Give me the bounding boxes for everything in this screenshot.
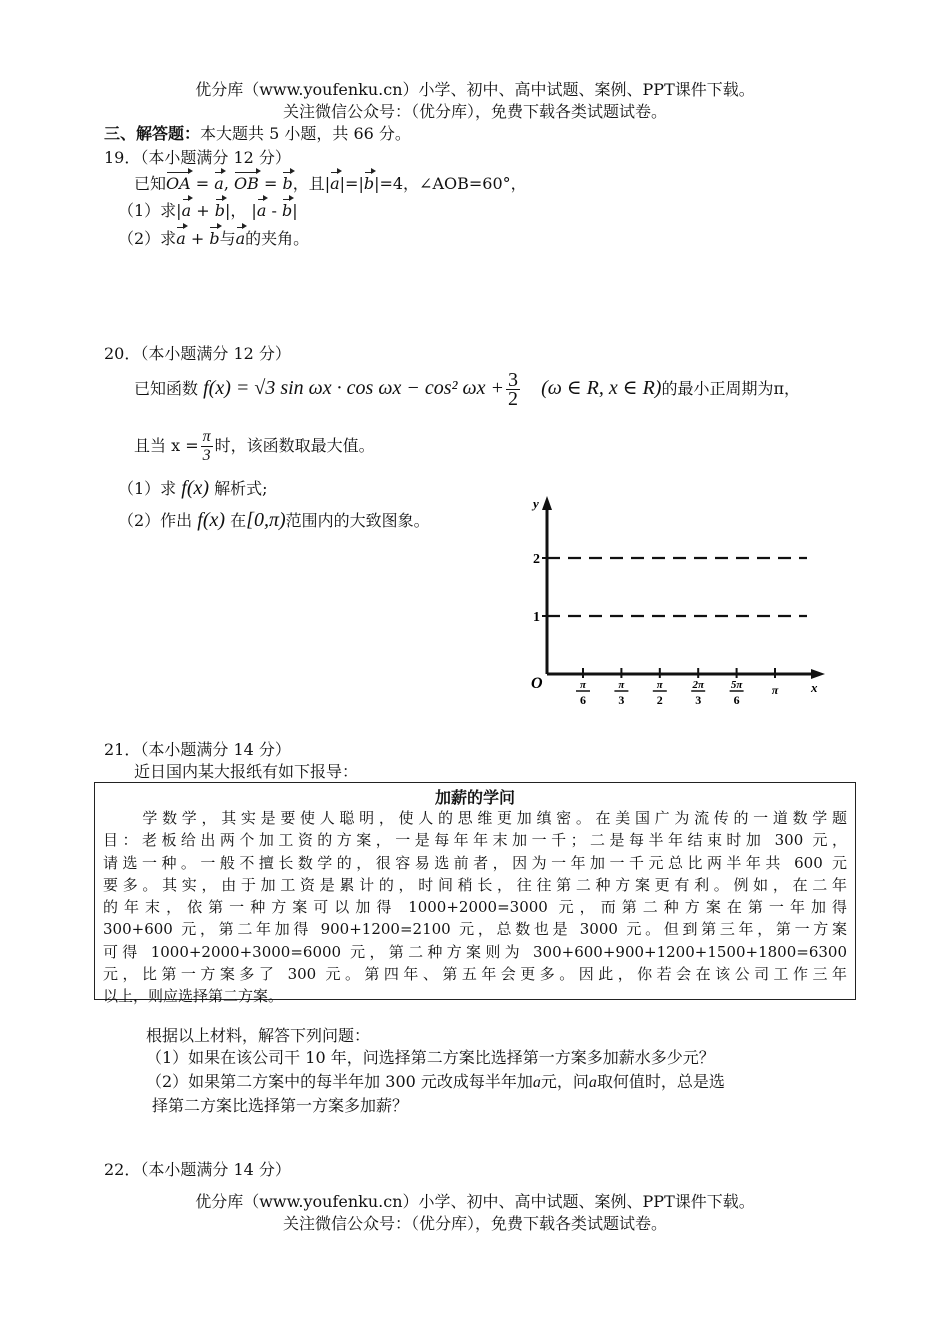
- q22-number: 22．（本小题满分 14 分）: [104, 1160, 291, 1179]
- vector-a-4: a: [256, 201, 267, 220]
- q20-given: [134, 366, 800, 410]
- news-excerpt-title: 加薪的学问: [434, 788, 515, 807]
- q20-frac-num: 3: [507, 369, 518, 391]
- section-desc: 本大题共 5 小题，共 66 分。: [200, 124, 411, 143]
- vector-oa: OA: [166, 174, 191, 193]
- graph-layer: [531, 496, 825, 707]
- q19-given-suffix: ，且|: [292, 174, 331, 193]
- footer-line-1: 优分库（www.youfenku.cn）小学、初中、高中试题、案例、PPT课件下载。: [195, 1192, 755, 1211]
- q21-var-a-2: a: [588, 1074, 597, 1091]
- y-axis-arrow: [542, 496, 552, 510]
- q20-graph: [525, 488, 835, 708]
- q21-part-2-cont: 择第二方案比选择第一方案多加薪？: [152, 1096, 409, 1115]
- section-heading: [104, 124, 411, 144]
- q21-var-a: a: [532, 1074, 541, 1091]
- vector-a-3: a: [181, 201, 192, 220]
- q21-intro: 近日国内某大报纸有如下报导：: [134, 762, 359, 781]
- news-line: 请选一种。一般不擅长数学的，很容易选前者，因为一年加一千元总比两半年共 600 元: [103, 853, 847, 872]
- news-line: 可得 1000+2000+3000=6000 元，第二种方案则为 300+600+900+1200+1500+1800=6300: [103, 942, 847, 961]
- q19-number: 19．（本小题满分 12 分）: [104, 148, 291, 167]
- q20-part1-fx: f(x): [181, 477, 210, 499]
- q19-part1-mid: |， |: [224, 201, 257, 220]
- origin-label: O: [531, 675, 543, 692]
- q20-fraction: [506, 371, 520, 408]
- x-tick-numerator: π: [656, 679, 663, 691]
- q20-part2-suffix: 范围内的大致图象。: [285, 511, 430, 530]
- vector-a-6: a: [235, 229, 246, 248]
- q19-part-2: （2）求a + b与a的夹角。: [118, 229, 310, 248]
- q20-when-num: π: [202, 428, 211, 445]
- q20-when-den: 3: [202, 447, 211, 464]
- y-tick-label: 1: [533, 610, 540, 625]
- q20-part1-suffix: 解析式;: [214, 479, 268, 498]
- q21-prompt: 根据以上材料，解答下列问题：: [146, 1026, 371, 1045]
- q20-formula: f(x) = √3 sin ωx · cos ωx − cos² ωx +: [203, 377, 504, 399]
- header-line-2: 关注微信公众号：（优分库），免费下载各类试题试卷。: [282, 102, 667, 121]
- news-excerpt-body: [103, 807, 847, 1008]
- q20-part2-in: 在: [230, 511, 247, 530]
- q21-part2-a: （2）如果第二方案中的每半年加 300 元改成每半年加: [146, 1072, 533, 1091]
- q21-part-2: [146, 1072, 725, 1093]
- q19-part1-prefix: （1）求|: [118, 201, 182, 220]
- q19-given-mid: |=|: [339, 174, 364, 193]
- vector-b-3: b: [214, 201, 225, 220]
- q20-when-suffix: 时，该函数取最大值。: [214, 436, 375, 455]
- q20-number: 20．（本小题满分 12 分）: [104, 344, 291, 363]
- q20-when-fraction: [201, 428, 213, 465]
- vector-ob: OB: [233, 174, 259, 193]
- q20-given-prefix: 已知函数: [134, 379, 199, 398]
- news-line: 的年末，依第一种方案可以加得 1000+2000=3000 元，而第二种方案在第一年加得: [103, 898, 847, 917]
- x-tick-denominator: 2: [656, 693, 663, 707]
- q20-when-prefix: 且当 x =: [134, 436, 199, 455]
- vector-a-5: a: [176, 229, 186, 248]
- q20-frac-den: 2: [507, 388, 518, 410]
- q19-part2-mid: 与: [219, 229, 236, 248]
- x-tick-numerator: π: [579, 679, 587, 691]
- x-tick-numerator: π: [618, 679, 625, 691]
- section-label: 三、解答题：: [104, 124, 201, 143]
- news-line: 要多。其实，由于加工资是累计的，时间稍长，往往第二种方案更有利。例如，在二年: [103, 875, 847, 894]
- vector-b-4: b: [281, 201, 293, 220]
- x-tick-denominator: 3: [618, 693, 625, 707]
- q21-part2-b: 元，问: [540, 1072, 589, 1091]
- news-excerpt-box: [94, 782, 856, 1006]
- q19-given-prefix: 已知: [134, 174, 167, 193]
- vector-b-5: b: [209, 229, 220, 248]
- footer-line-2: 关注微信公众号：（优分库），免费下载各类试题试卷。: [282, 1214, 667, 1233]
- x-axis-arrow: [811, 669, 825, 679]
- q20-condition: [134, 424, 375, 468]
- y-axis-label: y: [533, 496, 539, 511]
- q19-given-end: |=4，∠AOB=60°，: [374, 174, 527, 193]
- vector-a: a: [214, 174, 224, 193]
- news-line: 元，比第一方案多了 300 元。第四年、第五年会更多。因此，你若会在该公司工作三年: [103, 965, 847, 984]
- q20-part1-prefix: （1）求: [118, 479, 177, 498]
- header-line-1: 优分库（www.youfenku.cn）小学、初中、高中试题、案例、PPT课件下载。: [195, 80, 755, 99]
- q20-period: 的最小正周期为π，: [661, 379, 800, 398]
- y-tick-label: 2: [533, 552, 540, 567]
- q19-part-1: （1）求|a + b|， |a - b|: [118, 201, 298, 220]
- q21-part-1: （1）如果在该公司干 10 年，问选择第二方案比选择第一方案多加薪水多少元？: [146, 1048, 715, 1067]
- x-tick-label: π: [771, 683, 779, 697]
- vector-a-2: a: [330, 174, 340, 193]
- q21-part2-c: 取何值时，总是选: [596, 1072, 725, 1091]
- q20-part-2: [118, 508, 430, 533]
- q19-part1-end: |: [292, 201, 298, 220]
- q19-part2-prefix: （2）求: [118, 229, 177, 248]
- q19-part2-end: 的夹角。: [245, 229, 310, 248]
- x-tick-denominator: 6: [733, 693, 740, 707]
- q19-given: 已知OA = a, OB = b，且|a|=|b|=4，∠AOB=60°，: [134, 174, 527, 193]
- x-tick-denominator: 3: [695, 693, 702, 707]
- news-line: 学数学，其实是要使人聪明，使人的思维更加缜密。在美国广为流传的一道数学题: [103, 809, 847, 827]
- news-line: 以上，则应选择第二方案。: [103, 987, 284, 1006]
- q20-part2-fx: f(x): [197, 509, 226, 531]
- q21-number: 21．（本小题满分 14 分）: [104, 740, 291, 759]
- vector-b-2: b: [363, 174, 375, 193]
- news-line: 300+600 元，第二年加得 900+1200=2100 元，总数也是 3000 元。但到第三年，第一方案: [103, 920, 847, 939]
- vector-b: b: [282, 174, 293, 193]
- x-tick-numerator: 5π: [730, 679, 743, 691]
- x-tick-numerator: 2π: [692, 679, 704, 691]
- q20-part2-prefix: （2）作出: [118, 511, 193, 530]
- q20-domain: (ω ∈ R, x ∈ R): [541, 377, 662, 399]
- x-axis-label: x: [811, 680, 818, 695]
- x-tick-denominator: 6: [580, 693, 586, 707]
- news-line: 目：老板给出两个加工资的方案，一是每年年末加一千；二是每半年结束时加 300 元，: [103, 831, 847, 850]
- q20-part-1: [118, 476, 268, 501]
- q20-part2-interval: [0,π): [246, 509, 286, 531]
